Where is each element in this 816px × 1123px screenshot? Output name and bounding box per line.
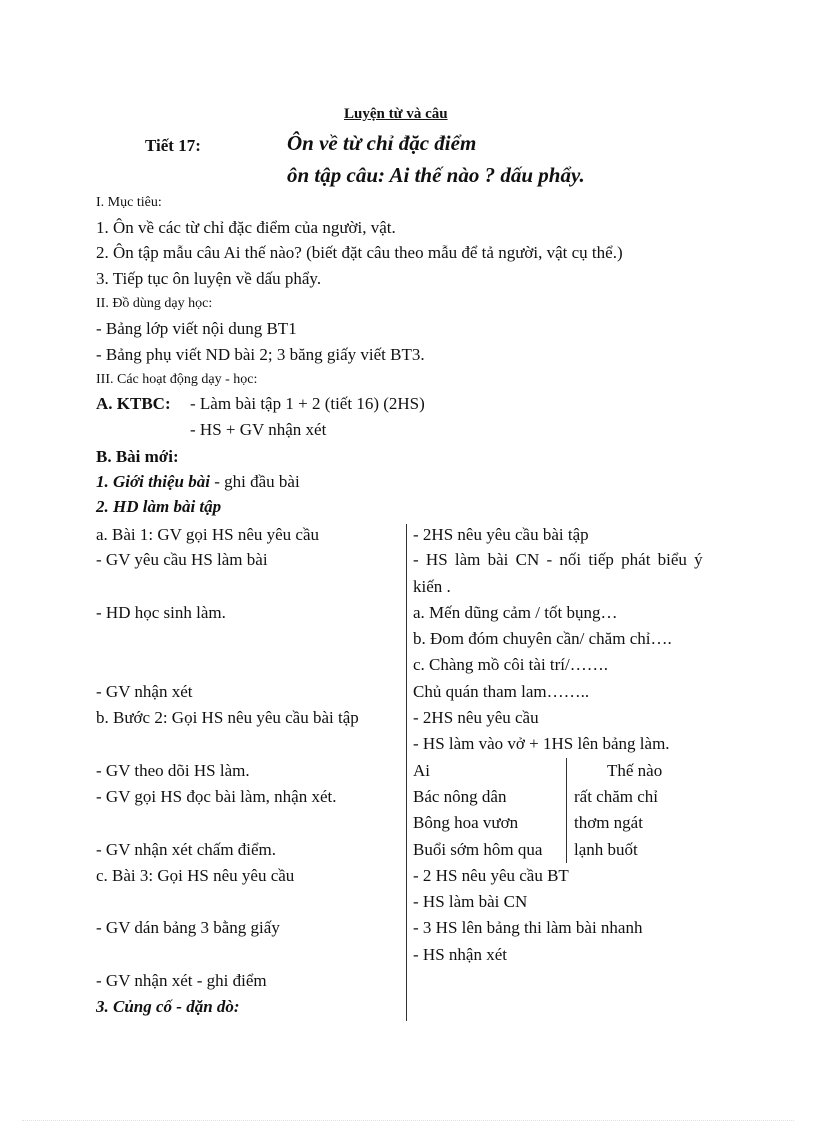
- student-step: - 2HS nêu yêu cầu bài tập: [413, 525, 589, 544]
- teacher-step: - GV gọi HS đọc bài làm, nhận xét.: [96, 787, 337, 806]
- student-answer: b. Đom đóm chuyên cần/ chăm chỉ….: [413, 629, 672, 648]
- the-nao-cell: lạnh buốt: [574, 840, 638, 859]
- teacher-step: c. Bài 3: Gọi HS nêu yêu cầu: [96, 866, 295, 885]
- teacher-step: b. Bước 2: Gọi HS nêu yêu cầu bài tập: [96, 708, 359, 727]
- page-edge-rule: [22, 1120, 794, 1121]
- student-step: - 2 HS nêu yêu cầu BT: [413, 866, 569, 885]
- ai-cell: Bông hoa vươn: [413, 813, 519, 832]
- ai-cell: Bác nông dân: [413, 787, 507, 806]
- teacher-step: a. Bài 1: GV gọi HS nêu yêu cầu: [96, 525, 320, 544]
- teacher-step: - HD học sinh làm.: [96, 603, 226, 622]
- student-step: - HS làm vào vở + 1HS lên bảng làm.: [413, 734, 670, 753]
- ai-cell: Buổi sớm hôm qua: [413, 840, 543, 859]
- teacher-step: - GV nhận xét chấm điểm.: [96, 840, 277, 859]
- teacher-step: - GV dán bảng 3 bằng giấy: [96, 918, 280, 937]
- lesson-title-line2: ôn tập câu: Ai thế nào ? dấu phẩy.: [287, 163, 585, 187]
- student-step: - 2HS nêu yêu cầu: [413, 708, 539, 727]
- intro-label: 1. Giới thiệu bài: [96, 472, 210, 491]
- student-step: - HS làm bài CN: [413, 892, 528, 911]
- the-nao-cell: rất chăm chỉ: [574, 787, 659, 806]
- objective-item: 1. Ôn về các từ chỉ đặc điểm của người, vật.: [96, 218, 396, 237]
- student-answer: Chủ quán tham lam……..: [413, 682, 590, 701]
- intro-line: [96, 473, 300, 490]
- exercises-heading: 2. HD làm bài tập: [96, 497, 222, 516]
- subject-heading: Luyện từ và câu: [344, 106, 448, 122]
- lesson-number: Tiết 17:: [145, 136, 201, 155]
- teacher-step: - GV nhận xét: [96, 682, 193, 701]
- lesson-title-line1: Ôn về từ chỉ đặc điểm: [287, 131, 477, 155]
- ai-the-nao-divider: [566, 758, 567, 863]
- the-nao-header: Thế nào: [607, 761, 663, 780]
- materials-heading: II. Đồ dùng dạy học:: [96, 296, 213, 311]
- ktbc-line: - HS + GV nhận xét: [190, 420, 327, 439]
- new-lesson-heading: B. Bài mới:: [96, 447, 179, 466]
- student-answer: c. Chàng mồ côi tài trí/…….: [413, 655, 608, 674]
- teacher-step: - GV theo dõi HS làm.: [96, 761, 250, 780]
- the-nao-cell: thơm ngát: [574, 813, 643, 832]
- student-answer: a. Mến dũng cảm / tốt bụng…: [413, 603, 618, 622]
- teacher-step: - GV nhận xét - ghi điểm: [96, 971, 267, 990]
- objectives-heading: I. Mục tiêu:: [96, 195, 162, 210]
- activities-heading: III. Các hoạt động dạy - học:: [96, 372, 258, 387]
- teacher-step: - GV yêu cầu HS làm bài: [96, 550, 268, 569]
- intro-text: - ghi đầu bài: [209, 472, 300, 491]
- student-step: kiến .: [413, 577, 451, 596]
- ktbc-line: - Làm bài tập 1 + 2 (tiết 16) (2HS): [190, 394, 425, 413]
- column-divider: [406, 524, 407, 1021]
- material-item: - Bảng phụ viết ND bài 2; 3 băng giấy viết BT3.: [96, 345, 425, 364]
- ai-header: Ai: [413, 761, 430, 780]
- student-step: - 3 HS lên bảng thi làm bài nhanh: [413, 918, 643, 937]
- material-item: - Bảng lớp viết nội dung BT1: [96, 319, 297, 338]
- objective-item: 3. Tiếp tục ôn luyện về dấu phẩy.: [96, 269, 322, 288]
- student-step: - HS nhận xét: [413, 945, 507, 964]
- student-step: - HS làm bài CN - nối tiếp phát biểu ý: [413, 550, 703, 569]
- conclusion-heading: 3. Củng cố - dặn dò:: [96, 997, 240, 1016]
- ktbc-label: A. KTBC:: [96, 394, 171, 413]
- objective-item: 2. Ôn tập mẫu câu Ai thế nào? (biết đặt câu theo mẫu để tả người, vật cụ thể.): [96, 243, 623, 262]
